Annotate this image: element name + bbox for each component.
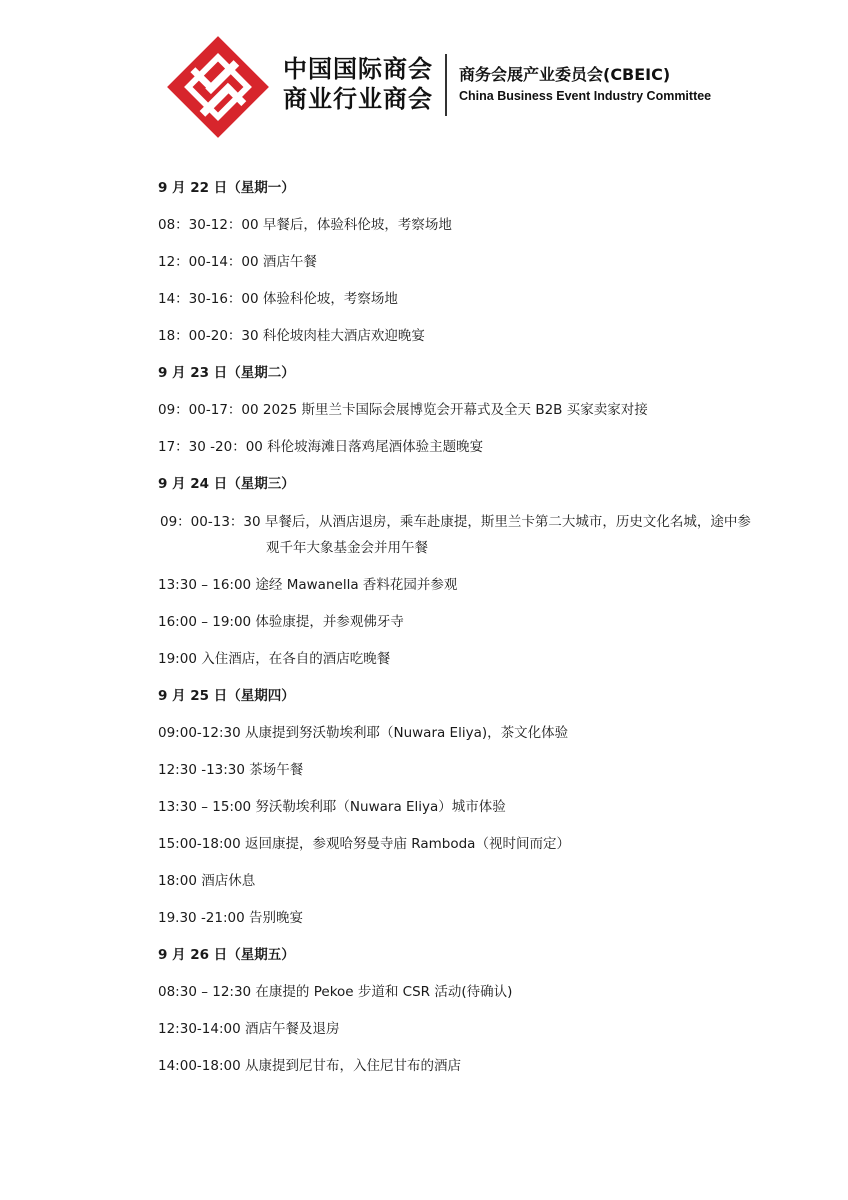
day-heading: 9 月 22 日（星期一） [158,180,295,196]
day-section [158,472,758,684]
day-heading: 9 月 23 日（星期二） [158,365,295,381]
day-section [158,176,758,361]
schedule-item: 17：30 -20：00 科伦坡海滩日落鸡尾酒体验主题晚宴 [158,439,484,455]
schedule-item: 13:30 – 15:00 努沃勒埃利耶（Nuwara Eliya）城市体验 [158,799,506,815]
schedule-item: 12:30 -13:30 茶场午餐 [158,762,304,778]
schedule-item: 08:30 – 12:30 在康提的 Pekoe 步道和 CSR 活动(待确认) [158,984,513,1000]
schedule-item: 16:00 – 19:00 体验康提，并参观佛牙寺 [158,614,404,630]
schedule-item: 19.30 -21:00 告别晚宴 [158,910,304,926]
committee-name-en: China Business Event Industry Committee [459,89,712,103]
day-section [158,361,758,472]
schedule-item: 13:30 – 16:00 途经 Mawanella 香料花园并参观 [158,577,458,593]
itinerary [158,176,758,1091]
cbeic-logo-icon [163,32,273,142]
schedule-item: 15:00-18:00 返回康提，参观哈努曼寺庙 Ramboda（视时间而定） [158,836,570,852]
day-section [158,943,758,1091]
day-heading: 9 月 25 日（星期四） [158,688,295,704]
day-heading: 9 月 24 日（星期三） [158,476,295,492]
organization-name [283,54,433,114]
organization-name-line-1: 中国国际商会 [283,55,433,83]
schedule-item: 12：00-14：00 酒店午餐 [158,254,317,270]
schedule-item: 18:00 酒店休息 [158,873,256,889]
organization-name-line-2: 商业行业商会 [283,85,433,113]
schedule-item: 09：00-13：30 早餐后，从酒店退房，乘车赴康提，斯里兰卡第二大城市，历史文化名城，途中参观千年大象基金会并用午餐 [160,514,751,556]
schedule-item: 12:30-14:00 酒店午餐及退房 [158,1021,340,1037]
schedule-item: 09：00-17：00 2025 斯里兰卡国际会展博览会开幕式及全天 B2B 买家卖家对接 [158,402,648,418]
schedule-item: 09:00-12:30 从康提到努沃勒埃利耶（Nuwara Eliya)，茶文化体验 [158,725,569,741]
committee-name-cn: 商务会展产业委员会(CBEIC) [459,65,671,84]
schedule-item: 19:00 入住酒店，在各自的酒店吃晚餐 [158,651,391,667]
schedule-item: 08：30-12：00 早餐后，体验科伦坡，考察场地 [158,217,452,233]
header-divider [445,54,447,116]
committee-name [459,62,711,103]
day-heading: 9 月 26 日（星期五） [158,947,295,963]
schedule-item: 14：30-16：00 体验科伦坡，考察场地 [158,291,398,307]
day-section [158,684,758,943]
schedule-item: 18：00-20：30 科伦坡肉桂大酒店欢迎晚宴 [158,328,425,344]
schedule-item: 14:00-18:00 从康提到尼甘布，入住尼甘布的酒店 [158,1058,461,1074]
letterhead [163,32,712,142]
